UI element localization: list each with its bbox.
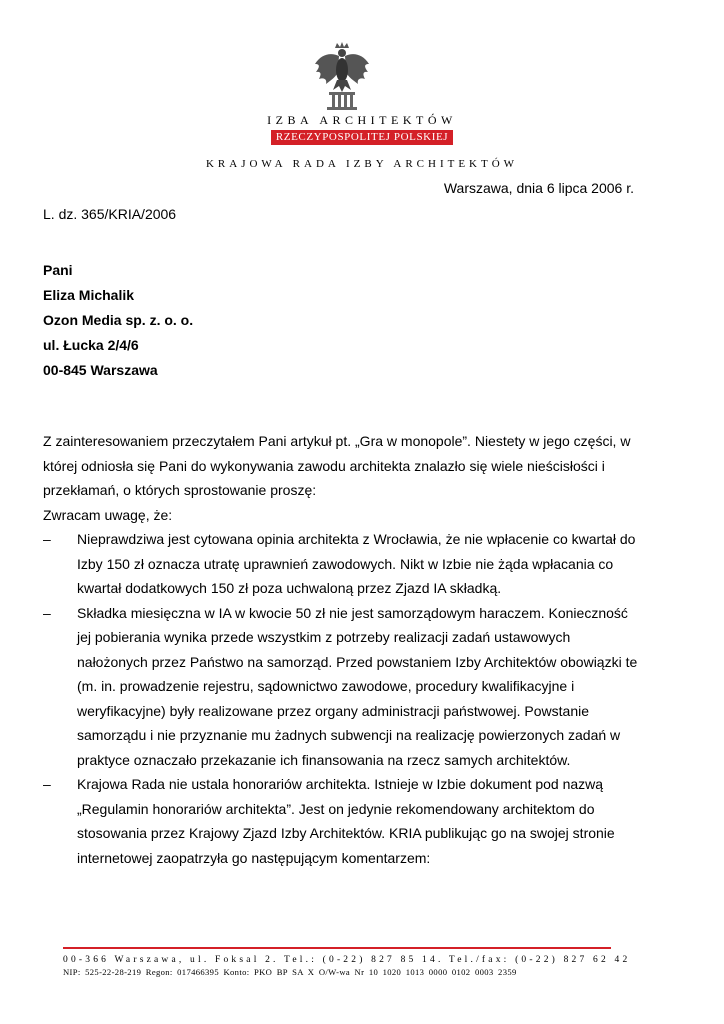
point-text: Składka miesięczna w IA w kwocie 50 zł nie jest samorządowym haraczem. Konieczność jej pobierania wynika przede wszystkim z potrzeby realizacji zadań ustawowych nałożonych przez Państwo na samorząd. Przed powstaniem Izby Architektów obowiązki te (m. in. prowadzenie rejestru, sądownictwo zawodowe, procedury kwalifikacyjne i weryfikacyjne) były realizowane przez organy administracji państwowej. Powstanie samorządu i nie przyznanie mu żadnych subwencji na realizację powierzonych zadań w praktyce oznaczało przekazanie ich finansowania na rzecz samych architektów. [77,604,638,768]
dash-bullet: – [43,531,51,547]
recipient-line: Pani [43,262,73,278]
letter-reference: L. dz. 365/KRIA/2006 [43,206,177,222]
dash-bullet: – [43,604,51,621]
point-text: Nieprawdziwa jest cytowana opinia architekta z Wrocławia, że nie wpłacenie co kwartał do Izby 150 zł oznacza utratę uprawnień zawodowych. Nikt w Izbie nie żąda wpłacania co kwartał dodatkowych 150 zł poza uchwaloną przez Zjazd IA składką. [77,531,636,596]
letter-body [43,429,643,870]
recipient-line: 00-845 Warszawa [43,362,158,378]
list-item [43,527,643,601]
intro-paragraph: Z zainteresowaniem przeczytałem Pani artykuł pt. „Gra w monopole”. Niestety w jego części, w której odniosła się Pani do wykonywania zawodu architekta znalazło się wiele nieścisłości i przekłamań, o których sprostowanie proszę: [43,433,631,498]
eagle-emblem-icon [313,42,371,112]
recipient-address [43,258,193,383]
lead-sentence: Zwracam uwagę, że: [43,506,173,523]
dash-bullet: – [43,776,51,792]
recipient-line: Ozon Media sp. z. o. o. [43,312,194,328]
letter-date: Warszawa, dnia 6 lipca 2006 r. [443,180,634,196]
list-item [43,772,643,870]
points-list [43,527,643,870]
recipient-line: ul. Łucka 2/4/6 [43,337,139,353]
recipient-line: Eliza Michalik [43,287,135,303]
point-text: Krajowa Rada nie ustala honorariów architekta. Istnieje w Izbie dokument pod nazwą „Regulamin honorariów architekta”. Jest on jedynie rekomendowany architektom do stosowania przez Krajowy Zjazd Izby Architektów. KRIA publikując go na swojej stronie internetowej zaopatrzyła go następującym komentarzem: [77,776,615,866]
org-name-line2: RZECZYPOSPOLITEJ POLSKIEJ [271,130,453,145]
org-name-line1: IZBA ARCHITEKTÓW [267,113,457,127]
footer-divider [63,947,611,949]
council-name: KRAJOWA RADA IZBY ARCHITEKTÓW [205,158,519,170]
footer-bank-details: NIP: 525-22-28-219 Regon: 017466395 Konto: PKO BP SA X O/W-wa Nr 10 1020 1013 0000 0102 0003 2359 [63,967,517,977]
footer-address: 00-366 Warszawa, ul. Foksal 2. Tel.: (0-22) 827 85 14. Tel./fax: (0-22) 827 62 42 [63,955,631,965]
list-item [43,601,643,773]
